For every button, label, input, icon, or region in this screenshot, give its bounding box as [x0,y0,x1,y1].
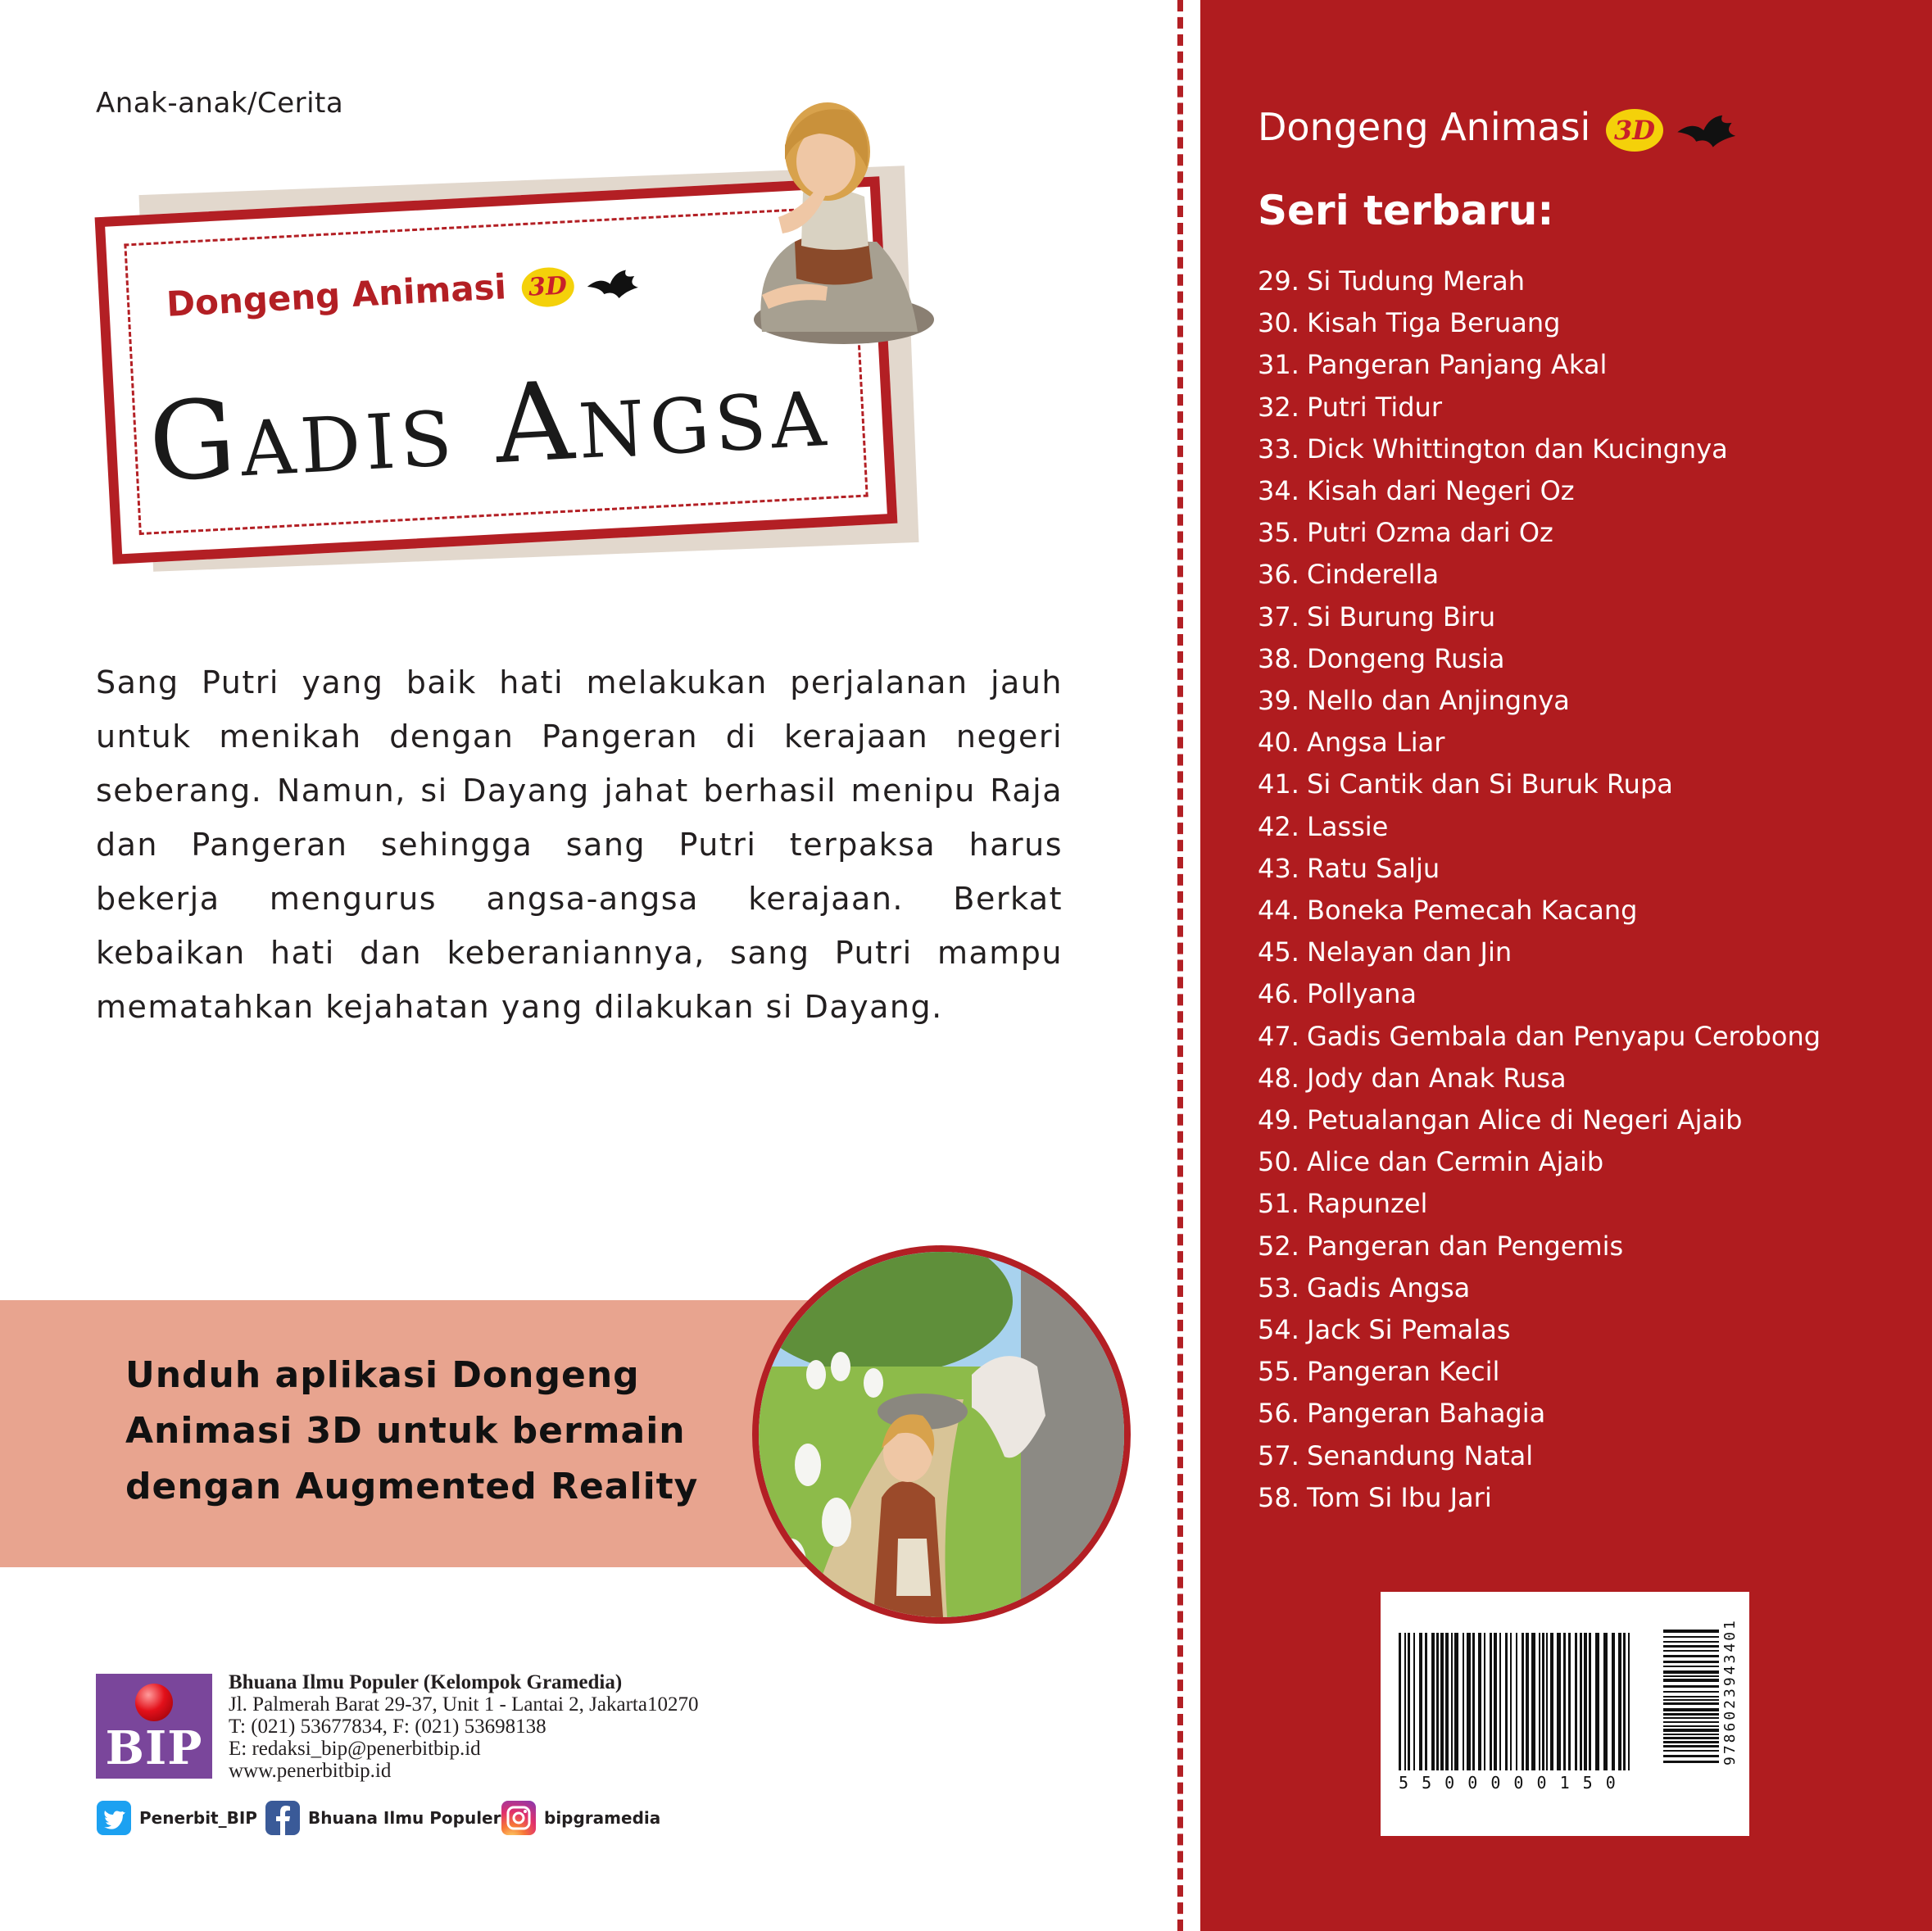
barcode-bar [1436,1633,1439,1770]
isbn-bar [1663,1691,1719,1693]
series-book-item [1258,638,1821,680]
series-book-number: 46. [1258,978,1299,1010]
series-book-number: 33. [1258,433,1299,465]
barcode-bar [1584,1633,1587,1770]
book-title: Gadis Angsa [146,344,833,507]
facebook-handle [265,1800,501,1836]
barcode-bar [1440,1633,1444,1770]
barcode-bar [1612,1633,1615,1770]
series-book-list [1258,261,1821,1519]
barcode-bar [1431,1633,1435,1770]
series-book-number: 39. [1258,685,1299,717]
series-book-number: 38. [1258,642,1299,674]
isbn-bar [1663,1666,1719,1667]
series-book-number: 58. [1258,1481,1299,1513]
isbn-bar [1663,1713,1719,1716]
isbn-bar [1663,1630,1719,1633]
isbn-bar [1663,1675,1719,1677]
series-book-title: Lassie [1307,810,1389,842]
isbn-bar [1663,1750,1719,1752]
series-book-item [1258,1393,1821,1435]
barcode-bar [1546,1633,1548,1770]
isbn-bar [1663,1699,1719,1701]
series-book-item [1258,848,1821,890]
series-book-number: 44. [1258,895,1299,927]
publisher-phone: T: (021) 53677834, F: (021) 53698138 [229,1716,546,1738]
series-book-title: Pangeran Kecil [1307,1356,1500,1388]
series-book-number: 53. [1258,1271,1299,1303]
series-book-item [1258,890,1821,932]
promo-scene-illustration [752,1245,1131,1624]
publisher-address: Jl. Palmerah Barat 29-37, Unit 1 - Lantai 2, Jakarta10270 [229,1693,699,1716]
barcode-bar [1478,1633,1481,1770]
scene-drawing [759,1252,1124,1617]
main-barcode-bars [1399,1633,1630,1770]
series-book-number: 45. [1258,936,1299,968]
card-series-name: Dongeng Animasi [165,266,508,324]
series-book-title: Rapunzel [1307,1188,1428,1220]
isbn-bar [1663,1717,1719,1719]
series-book-item [1258,344,1821,386]
series-book-title: Pollyana [1307,978,1417,1010]
barcode-bar [1595,1633,1599,1770]
series-book-number: 51. [1258,1188,1299,1220]
series-book-item [1258,722,1821,764]
series-logo [1258,105,1741,152]
series-book-item [1258,1435,1821,1477]
series-book-number: 31. [1258,349,1299,381]
series-book-number: 41. [1258,768,1299,800]
barcode-bar [1618,1633,1621,1770]
series-book-title: Putri Ozma dari Oz [1307,517,1553,549]
series-book-title: Dick Whittington dan Kucingnya [1307,433,1728,465]
barcode-bar [1522,1633,1524,1770]
main-barcode-digits: 5 5 0 0 0 0 0 1 5 0 [1399,1773,1617,1793]
series-book-item [1258,512,1821,554]
twitter-icon [97,1801,131,1835]
series-book-number: 50. [1258,1146,1299,1178]
series-book-title: Tom Si Ibu Jari [1307,1481,1492,1513]
isbn-barcode-digits: 9786023943401 [1721,1618,1739,1766]
series-book-title: Senandung Natal [1307,1439,1534,1471]
barcode-bar [1494,1633,1497,1770]
facebook-icon [265,1801,300,1835]
barcode-bar [1542,1633,1544,1770]
publisher-email: E: redaksi_bip@penerbitbip.id [229,1738,481,1760]
isbn-bar [1663,1734,1719,1735]
isbn-bar [1663,1685,1719,1688]
series-book-title: Si Burung Biru [1307,601,1496,632]
publisher-info [229,1671,698,1782]
series-book-number: 55. [1258,1356,1299,1388]
series-book-item [1258,428,1821,470]
barcode-bar [1399,1633,1401,1770]
series-book-item [1258,1099,1821,1141]
series-book-number: 47. [1258,1020,1299,1052]
bip-logo-ball-icon [135,1684,173,1721]
series-book-number: 30. [1258,307,1299,339]
isbn-bar [1663,1721,1719,1723]
isbn-bar [1663,1670,1719,1674]
isbn-bar [1663,1696,1719,1698]
series-book-item [1258,1183,1821,1225]
barcode-bar [1499,1633,1501,1770]
isbn-bar [1663,1741,1719,1743]
instagram-handle [501,1800,660,1836]
series-book-item [1258,1267,1821,1309]
instagram-icon [501,1801,536,1835]
series-book-number: 54. [1258,1314,1299,1346]
series-book-item [1258,596,1821,638]
instagram-handle-text: bipgramedia [544,1808,661,1828]
barcode-bar [1539,1633,1540,1770]
series-book-number: 48. [1258,1062,1299,1094]
series-book-number: 37. [1258,601,1299,632]
series-book-item [1258,1058,1821,1099]
series-name: Dongeng Animasi [1258,105,1591,149]
series-book-item [1258,764,1821,805]
series-book-number: 35. [1258,517,1299,549]
series-book-title: Putri Tidur [1307,391,1442,423]
isbn-bar [1663,1655,1719,1657]
isbn-bar [1663,1636,1719,1638]
barcode-bar [1563,1633,1566,1770]
series-book-title: Petualangan Alice di Negeri Ajaib [1307,1104,1743,1136]
series-book-title: Kisah Tiga Beruang [1307,307,1561,339]
series-book-title: Si Cantik dan Si Buruk Rupa [1307,768,1673,800]
series-book-item [1258,1477,1821,1519]
isbn-bar [1663,1645,1719,1648]
barcode-bar [1484,1633,1485,1770]
series-book-number: 52. [1258,1230,1299,1262]
barcode-bar [1404,1633,1406,1770]
series-book-item [1258,680,1821,722]
barcode-bar [1445,1633,1449,1770]
series-book-title: Gadis Gembala dan Penyapu Cerobong [1307,1020,1821,1052]
barcode-bar [1463,1633,1464,1770]
series-book-number: 43. [1258,852,1299,884]
barcode-bar [1603,1633,1608,1770]
series-book-item [1258,470,1821,512]
series-book-title: Pangeran Bahagia [1307,1398,1546,1430]
barcode-bar [1505,1633,1508,1770]
barcode-bar [1516,1633,1517,1770]
series-book-item [1258,1309,1821,1351]
isbn-bar [1663,1661,1719,1663]
goose-girl-illustration [705,86,934,348]
barcode-bar [1425,1633,1427,1770]
series-book-number: 36. [1258,559,1299,591]
bip-logo-text: BIP [105,1721,203,1775]
barcode-bar [1550,1633,1553,1770]
series-book-title: Gadis Angsa [1307,1271,1471,1303]
barcode-bar [1628,1633,1630,1770]
isbn-bar [1663,1708,1719,1711]
isbn-bar [1663,1725,1719,1727]
series-book-title: Kisah dari Negeri Oz [1307,475,1575,507]
series-book-number: 34. [1258,475,1299,507]
promo-text: Unduh aplikasi Dongeng Animasi 3D untuk bermain dengan Augmented Reality [125,1354,699,1507]
series-book-item [1258,387,1821,428]
series-book-title: Cinderella [1307,559,1440,591]
barcode-bar [1531,1633,1535,1770]
series-book-item [1258,806,1821,848]
isbn-bar [1663,1679,1719,1682]
isbn-bar [1663,1641,1719,1643]
publisher-website: www.penerbitbip.id [229,1760,392,1782]
series-book-title: Pangeran Panjang Akal [1307,349,1608,381]
series-book-item [1258,1016,1821,1058]
series-book-item [1258,1226,1821,1267]
barcode-bar [1623,1633,1626,1770]
bip-logo [96,1674,212,1779]
series-book-title: Angsa Liar [1307,727,1445,759]
card-3d-badge: 3D [520,265,574,307]
series-book-item [1258,302,1821,344]
series-book-title: Ratu Salju [1307,852,1440,884]
book-blurb: Sang Putri yang baik hati melakukan perjalanan jauh untuk menikah dengan Pangeran di kerajaan negeri seberang. Namun, si Dayang jahat berhasil menipu Raja dan Pangeran sehingga sang Putri terpaksa harus bekerja mengurus angsa-angsa kerajaan. Berkat kebaikan hati dan keberaniannya, sang Putri mampu mematahkan kejahatan yang dilakukan si Dayang. [96,664,1063,1025]
isbn-barcode-bars [1663,1630,1719,1763]
barcode-bar [1557,1633,1561,1770]
barcode-bar [1451,1633,1453,1770]
barcode-bar [1472,1633,1475,1770]
publisher-name: Bhuana Ilmu Populer (Kelompok Gramedia) [229,1671,623,1693]
series-book-title: Nelayan dan Jin [1307,936,1512,968]
barcode-box [1381,1592,1749,1836]
bird-silhouette-icon [585,265,644,301]
barcode-bar [1575,1633,1577,1770]
twitter-handle [97,1800,257,1836]
barcode-bar [1580,1633,1582,1770]
series-book-title: Dongeng Rusia [1307,642,1505,674]
barcode-graphic [1381,1592,1749,1836]
spine-fold-dashed-line [1177,0,1183,1931]
barcode-bar [1589,1633,1591,1770]
category-label: Anak-anak/Cerita [96,87,344,120]
barcode-bar [1419,1633,1422,1770]
barcode-bar [1413,1633,1415,1770]
series-book-title: Jack Si Pemalas [1307,1314,1511,1346]
isbn-bar [1663,1729,1719,1732]
series-book-number: 32. [1258,391,1299,423]
series-book-number: 49. [1258,1104,1299,1136]
series-book-title: Jody dan Anak Rusa [1307,1062,1567,1094]
bird-silhouette-icon [1676,111,1741,149]
series-3d-badge: 3D [1606,109,1663,152]
series-list-title: Seri terbaru: [1258,187,1554,234]
series-book-number: 57. [1258,1439,1299,1471]
series-book-item [1258,973,1821,1015]
series-book-item [1258,1141,1821,1183]
barcode-bar [1510,1633,1512,1770]
barcode-bar [1408,1633,1410,1770]
isbn-bar [1663,1702,1719,1705]
barcode-bar [1568,1633,1571,1770]
series-book-number: 40. [1258,727,1299,759]
isbn-bar [1663,1650,1719,1652]
series-book-title: Alice dan Cermin Ajaib [1307,1146,1604,1178]
barcode-bar [1467,1633,1471,1770]
series-book-number: 29. [1258,265,1299,297]
series-book-item [1258,261,1821,302]
isbn-bar [1663,1745,1719,1747]
series-book-item [1258,554,1821,596]
barcode-bar [1526,1633,1529,1770]
isbn-bar [1663,1761,1719,1763]
isbn-bar [1663,1737,1719,1739]
series-book-item [1258,1351,1821,1393]
series-book-title: Boneka Pemecah Kacang [1307,895,1638,927]
series-book-item [1258,932,1821,973]
series-book-number: 42. [1258,810,1299,842]
series-book-title: Nello dan Anjingnya [1307,685,1570,717]
series-book-title: Pangeran dan Pengemis [1307,1230,1624,1262]
isbn-bar [1663,1755,1719,1757]
twitter-handle-text: Penerbit_BIP [139,1808,257,1828]
facebook-handle-text: Bhuana Ilmu Populer [308,1808,501,1828]
barcode-bar [1490,1633,1492,1770]
barcode-bar [1454,1633,1458,1770]
series-book-title: Si Tudung Merah [1307,265,1526,297]
series-book-number: 56. [1258,1398,1299,1430]
